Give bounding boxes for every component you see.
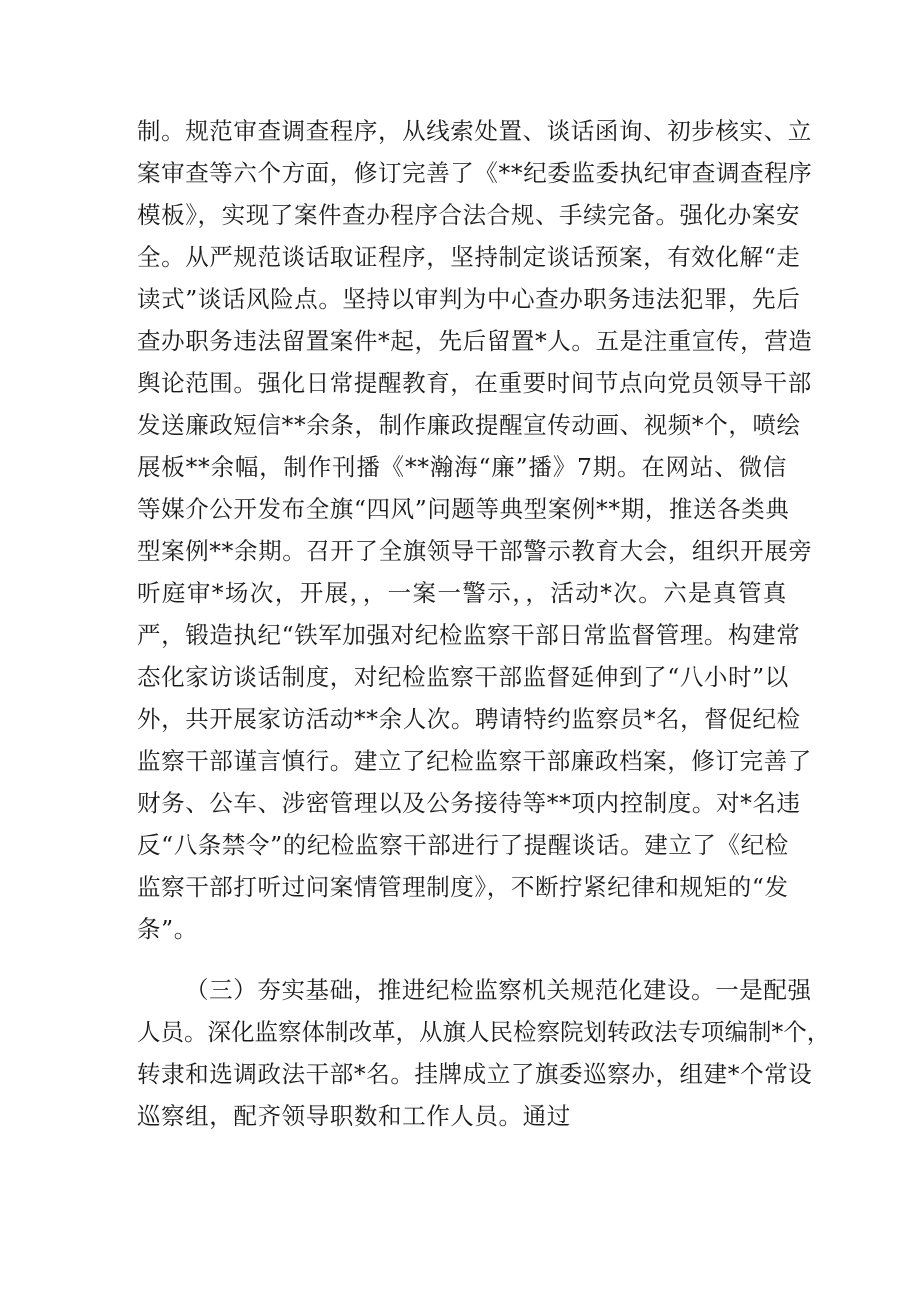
- text-line: 读式”谈话风险点。坚持以审判为中心查办职务违法犯罪，先后: [137, 285, 801, 313]
- text-line: 监察干部打听过问案情管理制度》，不断拧紧纪律和规矩的“发: [137, 873, 789, 901]
- text-line: 展板**余幅，制作刊播《**瀚海“廉”播》7期。在网站、微信: [137, 453, 787, 481]
- text-line: 发送廉政短信**余条，制作廉政提醒宣传动画、视频*个，喷绘: [137, 411, 801, 439]
- text-line: 型案例**余期。召开了全旗领导干部警示教育大会，组织开展旁: [137, 537, 813, 565]
- text-line: 全。从严规范谈话取证程序，坚持制定谈话预案，有效化解“走: [137, 243, 801, 271]
- text-line: 听庭审*场次，开展，，一案一警示，，活动*次。六是真管真: [137, 579, 787, 607]
- text-line: 巡察组，配齐领导职数和工作人员。通过: [137, 1102, 571, 1130]
- text-line: 舆论范围。强化日常提醒教育，在重要时间节点向党员领导干部: [137, 369, 812, 397]
- text-line: 人员。深化监察体制改革，从旗人民检察院划转政法专项编制*个，: [137, 1018, 831, 1046]
- text-line: 严，锻造执纪“铁军加强对纪检监察干部日常监督管理。构建常: [137, 621, 801, 649]
- text-line: 反“八条禁令”的纪检监察干部进行了提醒谈话。建立了《纪检: [137, 831, 789, 859]
- text-line: 财务、公车、涉密管理以及公务接待等**项内控制度。对*名违: [137, 789, 801, 817]
- text-line: 态化家访谈话制度，对纪检监察干部监督延伸到了“八小时”以: [137, 663, 789, 691]
- text-line: 外，共开展家访活动**余人次。聘请特约监察员*名，督促纪检: [137, 705, 801, 733]
- text-line: 制。规范审查调查程序，从线索处置、谈话函询、初步核实、立: [137, 117, 812, 145]
- section-heading-line: （三）夯实基础，推进纪检监察机关规范化建设。一是配强: [185, 976, 812, 1004]
- text-line: 模板》，实现了案件查办程序合法合规、手续完备。强化办案安: [137, 201, 801, 229]
- text-line: 转隶和选调政法干部*名。挂牌成立了旗委巡察办，组建*个常设: [137, 1060, 813, 1088]
- text-line: 案审查等六个方面，修订完善了《**纪委监委执纪审查调查程序: [137, 159, 813, 187]
- text-line: 监察干部谨言慎行。建立了纪检监察干部廉政档案，修订完善了: [137, 747, 812, 775]
- text-line: 查办职务违法留置案件*起，先后留置*人。五是注重宣传，营造: [137, 327, 813, 355]
- text-line: 条”。: [137, 915, 198, 943]
- text-line: 等媒介公开发布全旗“四风”问题等典型案例**期，推送各类典: [137, 495, 790, 523]
